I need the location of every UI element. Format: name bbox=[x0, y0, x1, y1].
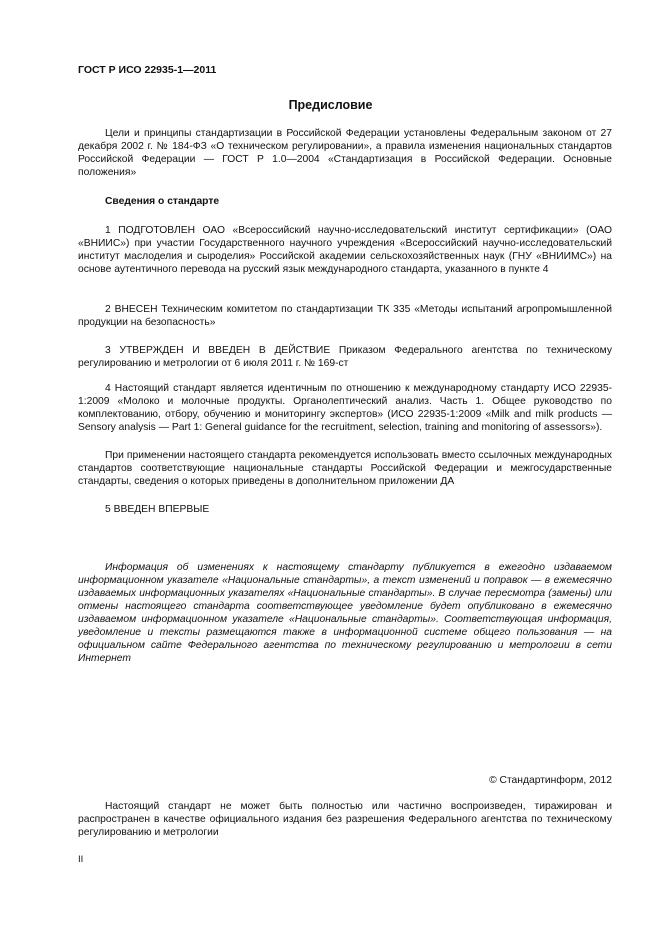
item-4-paragraph: 4 Настоящий стандарт является идентичным по отношению к международному стандарту ИСО 22935-1:2009 «Молоко и молочные продукты. Органолептический анализ. Часть 1. Общее руководство по комплектованию, отбору, обучению и мониторингу экспертов» (ИСО 22935-1:2009 «Milk and milk products — Sensory analysis — Part 1: General guidance for the recruitment, selection, training and monitoring of assessors»). bbox=[78, 383, 612, 433]
item-1-paragraph: 1 ПОДГОТОВЛЕН ОАО «Всероссийский научно-исследовательский институт сертификации» (ОАО «ВНИИС») при участии Государственного научного учреждения «Всероссийский научно-исследовательский институт маслоделия и сыроделия» Российской академии сельскохозяйственных наук (ГНУ «ВНИИМС») на основе аутентичного перевода на русский язык международного стандарта, указанного в пункте 4 bbox=[78, 225, 612, 275]
reproduction-paragraph: Настоящий стандарт не может быть полностью или частично воспроизведен, тиражирован и распространен в качестве официального издания без разрешения Федерального агентства по техническому регулированию и метрологии bbox=[78, 801, 612, 838]
item-3-paragraph: 3 УТВЕРЖДЕН И ВВЕДЕН В ДЕЙСТВИЕ Приказом Федерального агентства по техническому регулированию и метрологии от 6 июля 2011 г. № 169-ст bbox=[78, 345, 612, 369]
copyright-line: © Стандартинформ, 2012 bbox=[489, 775, 612, 786]
page-number: II bbox=[78, 854, 84, 865]
intro-paragraph: Цели и принципы стандартизации в Российской Федерации установлены Федеральным законом от 27 декабря 2002 г. № 184-ФЗ «О техническом регулировании», а правила изменения национальных стандартов Российской Федерации — ГОСТ Р 1.0—2004 «Стандартизация в Российской Федерации. Основные положения» bbox=[78, 128, 612, 178]
notice-paragraph: Информация об изменениях к настоящему стандарту публикуется в ежегодно издаваемом информационном указателе «Национальные стандарты», а текст изменений и поправок — в ежемесячно издаваемых информационных указателях «Национальные стандарты». В случае пересмотра (замены) или отмены настоящего стандарта соответствующее уведомление будет опубликовано в ежемесячно издаваемом информационном указателе «Национальные стандарты». Соответствующая информация, уведомление и тексты размещаются также в информационной системе общего пользования — на официальном сайте Федерального агентства по техническому регулированию и метрологии в сети Интернет bbox=[78, 562, 612, 664]
document-header: ГОСТ Р ИСО 22935-1—2011 bbox=[78, 64, 217, 76]
page-title: Предисловие bbox=[288, 98, 373, 112]
item-5-paragraph: 5 ВВЕДЕН ВПЕРВЫЕ bbox=[105, 504, 210, 515]
item-2-paragraph: 2 ВНЕСЕН Техническим комитетом по стандартизации ТК 335 «Методы испытаний агропромышленной продукции на безопасность» bbox=[78, 304, 612, 328]
note-paragraph: При применении настоящего стандарта рекомендуется использовать вместо ссылочных международных стандартов соответствующие национальные стандарты Российской Федерации и межгосударственные стандарты, сведения о которых приведены в дополнительном приложении ДА bbox=[78, 450, 612, 487]
section-subtitle: Сведения о стандарте bbox=[105, 196, 220, 207]
